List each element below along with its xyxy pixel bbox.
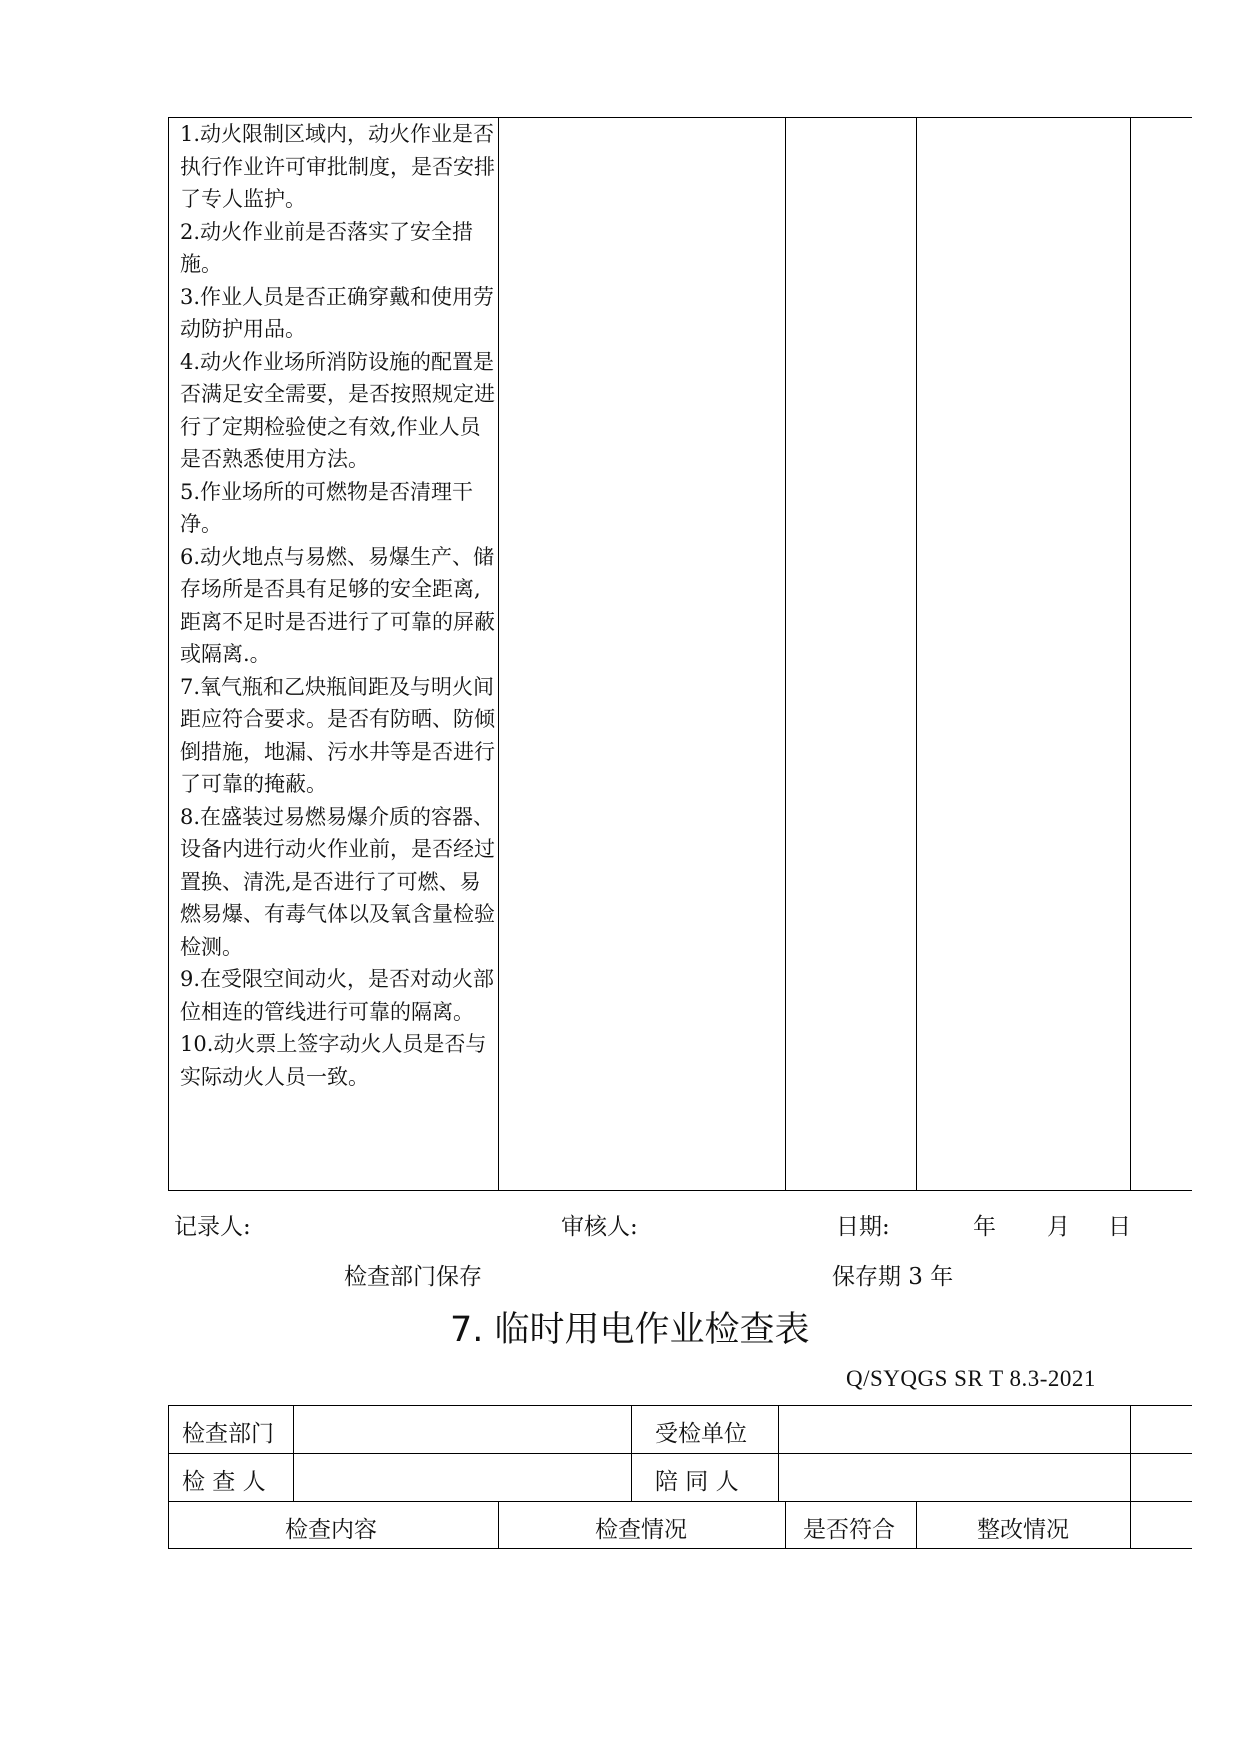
checklist-item-7: 7.氧气瓶和乙炔瓶间距及与明火间距应符合要求。是否有防晒、防倾倒措施，地漏、污水井等是否进行了可靠的掩蔽。 xyxy=(180,674,495,796)
checklist-item-2: 2.动火作业前是否落实了安全措施。 xyxy=(180,219,474,276)
checklist-item-4: 4.动火作业场所消防设施的配置是否满足安全需要，是否按照规定进行了定期检验使之有效,作业人员是否熟悉使用方法。 xyxy=(180,349,495,471)
checklist-item-5: 5.作业场所的可燃物是否清理干净。 xyxy=(180,479,474,536)
label-inspector: 检 查 人 xyxy=(182,1469,266,1495)
checklist-item-1: 1.动火限制区域内，动火作业是否执行作业许可审批制度，是否安排了专人监护。 xyxy=(180,122,495,211)
header-rectification: 整改情况 xyxy=(977,1517,1069,1543)
form-title: 7. 临时用电作业检查表 xyxy=(450,1310,810,1350)
day-label: 日 xyxy=(1108,1214,1131,1240)
header-inspection-status: 检查情况 xyxy=(595,1517,687,1543)
retention-period: 保存期 3 年 xyxy=(832,1264,954,1290)
label-inspection-dept: 检查部门 xyxy=(182,1421,274,1447)
checklist-item-9: 9.在受限空间动火，是否对动火部位相连的管线进行可靠的隔离。 xyxy=(180,967,495,1024)
year-label: 年 xyxy=(973,1214,996,1240)
reviewer-label: 审核人: xyxy=(561,1214,638,1240)
checklist-items xyxy=(180,118,500,1093)
header-compliance: 是否符合 xyxy=(803,1517,895,1543)
label-inspected-unit: 受检单位 xyxy=(655,1421,747,1447)
month-label: 月 xyxy=(1047,1214,1070,1240)
recorder-label: 记录人: xyxy=(174,1214,251,1240)
retention-dept: 检查部门保存 xyxy=(344,1264,482,1290)
form-code: Q/SYQGS SR T 8.3-2021 xyxy=(846,1366,1096,1391)
label-companion: 陪 同 人 xyxy=(655,1469,739,1495)
checklist-item-10: 10.动火票上签字动火人员是否与实际动火人员一致。 xyxy=(180,1032,487,1089)
checklist-item-6: 6.动火地点与易燃、易爆生产、储存场所是否具有足够的安全距离,距离不足时是否进行了可靠的屏蔽或隔离.。 xyxy=(180,544,495,666)
header-inspection-content: 检查内容 xyxy=(285,1517,377,1543)
date-label: 日期: xyxy=(836,1214,890,1240)
checklist-item-3: 3.作业人员是否正确穿戴和使用劳动防护用品。 xyxy=(180,284,495,341)
checklist-item-8: 8.在盛装过易燃易爆介质的容器、设备内进行动火作业前，是否经过置换、清洗,是否进行了可燃、易燃易爆、有毒气体以及氧含量检验检测。 xyxy=(180,804,495,959)
